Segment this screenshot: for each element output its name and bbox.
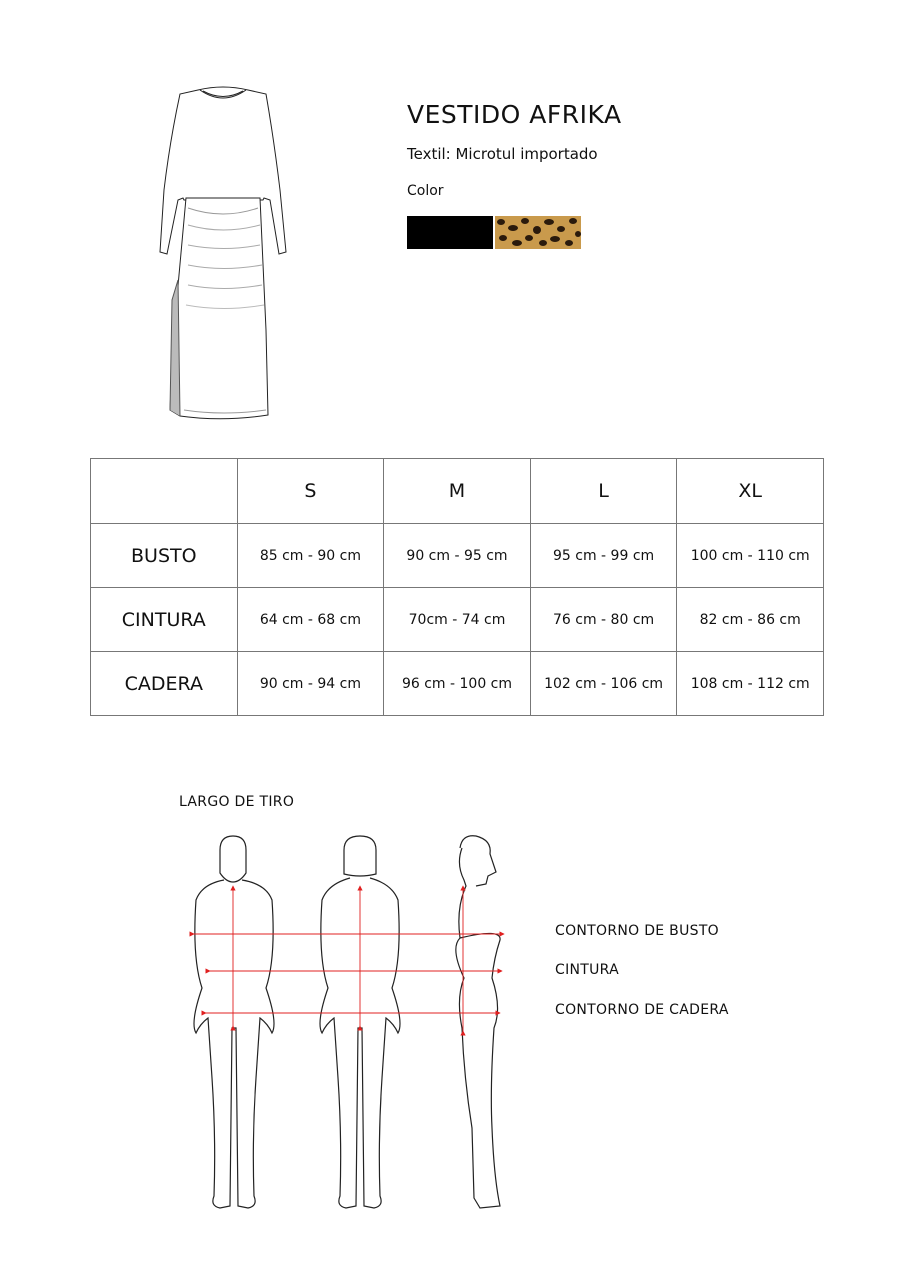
header-size-s: S: [237, 459, 384, 524]
table-row: [91, 524, 824, 588]
cell-cintura-s: 64 cm - 68 cm: [237, 588, 384, 652]
table-row: [91, 588, 824, 652]
color-swatch-leopard[interactable]: [495, 216, 581, 249]
cell-cadera-l: 102 cm - 106 cm: [530, 652, 677, 716]
header-size-xl: XL: [677, 459, 824, 524]
label-largo-de-tiro: LARGO DE TIRO: [179, 794, 295, 810]
row-label-cadera: CADERA: [91, 652, 238, 716]
cell-busto-l: 95 cm - 99 cm: [530, 524, 677, 588]
header-size-l: L: [530, 459, 677, 524]
figure-side: [456, 836, 500, 1208]
label-contorno-busto: CONTORNO DE BUSTO: [555, 923, 719, 939]
color-label: Color: [407, 183, 444, 199]
cell-busto-s: 85 cm - 90 cm: [237, 524, 384, 588]
size-table: [90, 458, 824, 716]
figure-front: [194, 836, 274, 1208]
measurement-lines: [192, 888, 502, 1033]
cell-cintura-l: 76 cm - 80 cm: [530, 588, 677, 652]
cell-cadera-s: 90 cm - 94 cm: [237, 652, 384, 716]
cell-cadera-m: 96 cm - 100 cm: [384, 652, 531, 716]
cell-busto-xl: 100 cm - 110 cm: [677, 524, 824, 588]
leopard-pattern: [495, 216, 581, 249]
dress-drawing: [148, 80, 298, 425]
body-figures-diagram: [180, 828, 520, 1213]
header-size-m: M: [384, 459, 531, 524]
cell-busto-m: 90 cm - 95 cm: [384, 524, 531, 588]
product-fabric: Textil: Microtul importado: [407, 145, 598, 163]
label-cintura: CINTURA: [555, 962, 620, 978]
cell-cintura-m: 70cm - 74 cm: [384, 588, 531, 652]
label-contorno-cadera: CONTORNO DE CADERA: [555, 1002, 729, 1018]
size-table-header: [91, 459, 824, 524]
table-row: [91, 652, 824, 716]
cell-cintura-xl: 82 cm - 86 cm: [677, 588, 824, 652]
row-label-busto: BUSTO: [91, 524, 238, 588]
product-title: VESTIDO AFRIKA: [407, 100, 622, 129]
row-label-cintura: CINTURA: [91, 588, 238, 652]
cell-cadera-xl: 108 cm - 112 cm: [677, 652, 824, 716]
header-empty: [91, 459, 238, 524]
color-swatch-black[interactable]: [407, 216, 493, 249]
